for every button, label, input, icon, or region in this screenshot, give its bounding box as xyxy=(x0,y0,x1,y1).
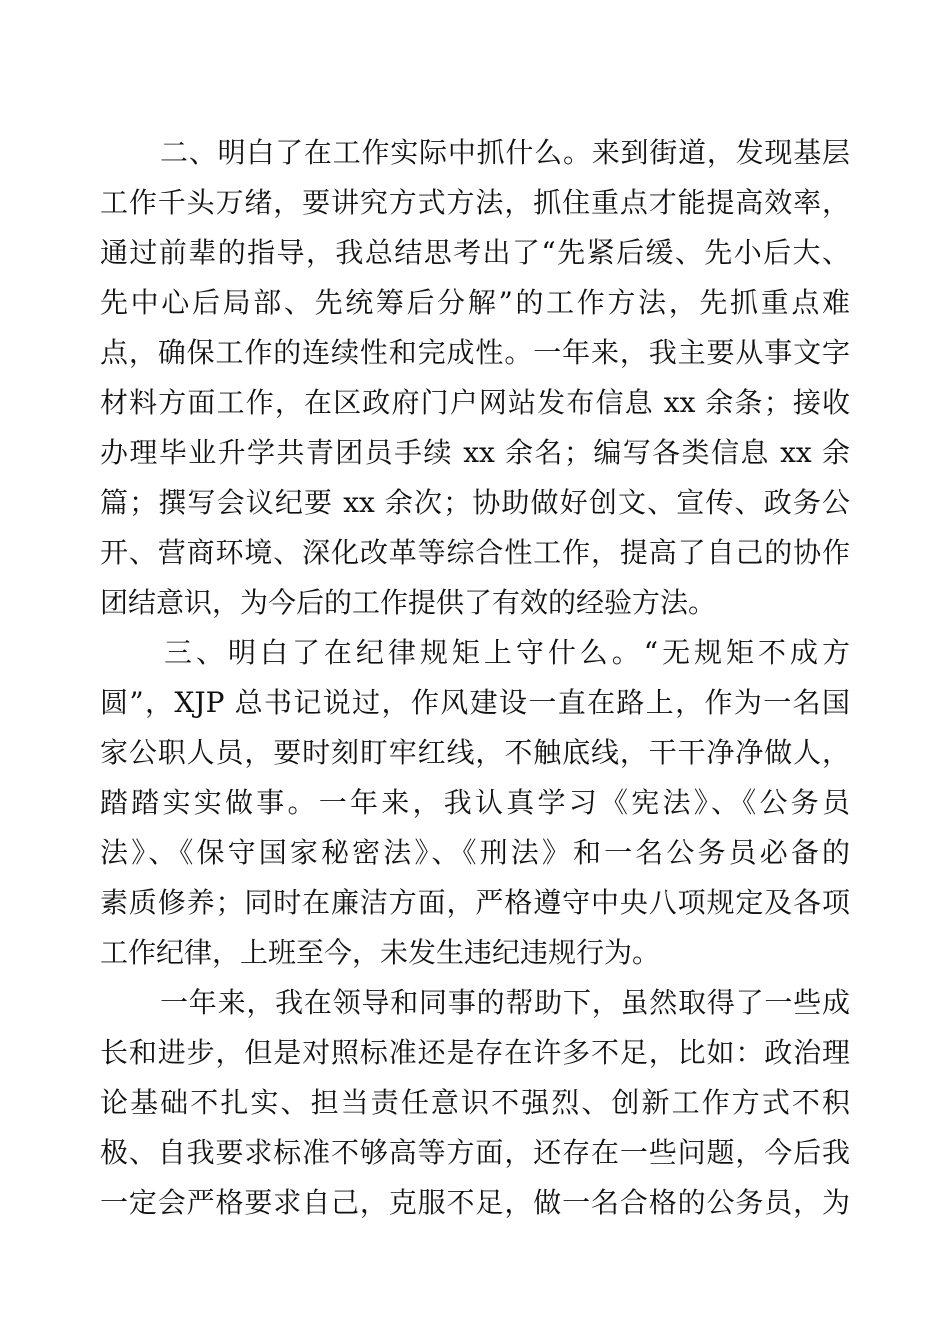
paragraph-2-line-7: 工作纪律，上班至今，未发生违纪违规行为。 xyxy=(100,936,661,969)
paragraph-1-line-5: 点，确保工作的连续性和完成性。一年来，我主要从事文字 xyxy=(100,336,850,369)
paragraph-1-line-8: 篇；撰写会议纪要 xx 余次；协助做好创文、宣传、政务公 xyxy=(100,486,850,519)
paragraph-3-line-1: 一年来，我在领导和同事的帮助下，虽然取得了一些成 xyxy=(160,986,850,1019)
paragraph-2-line-6: 素质修养；同时在廉洁方面，严格遵守中央八项规定及各项 xyxy=(100,886,850,919)
paragraph-1-line-3: 通过前辈的指导，我总结思考出了“先紧后缓、先小后大、 xyxy=(100,236,850,269)
paragraph-2-line-3: 家公职人员，要时刻盯牢红线，不触底线，干干净净做人， xyxy=(100,736,850,769)
paragraph-1-line-6: 材料方面工作，在区政府门户网站发布信息 xx 余条；接收 xyxy=(100,386,850,419)
paragraph-1-line-1: 二、明白了在工作实际中抓什么。来到街道，发现基层 xyxy=(160,136,850,169)
paragraph-2-line-2: 圆”，XJP 总书记说过，作风建设一直在路上，作为一名国 xyxy=(100,686,850,719)
paragraph-1-line-10: 团结意识，为今后的工作提供了有效的经验方法。 xyxy=(100,586,717,619)
paragraph-1-line-7: 办理毕业升学共青团员手续 xx 余名；编写各类信息 xx 余 xyxy=(100,436,850,469)
paragraph-1-line-9: 开、营商环境、深化改革等综合性工作，提高了自己的协作 xyxy=(100,536,850,569)
paragraph-1-line-2: 工作千头万绪，要讲究方式方法，抓住重点才能提高效率， xyxy=(100,186,850,219)
paragraph-1-line-4: 先中心后局部、先统筹后分解”的工作方法，先抓重点难 xyxy=(100,286,850,319)
paragraph-2-line-5: 法》、《保守国家秘密法》、《刑法》和一名公务员必备的 xyxy=(100,836,850,869)
paragraph-3-line-2: 长和进步，但是对照标准还是存在许多不足，比如：政治理 xyxy=(100,1036,850,1069)
paragraph-3-line-5: 一定会严格要求自己，克服不足，做一名合格的公务员，为 xyxy=(100,1186,850,1219)
paragraph-2-line-4: 踏踏实实做事。一年来，我认真学习《宪法》、《公务员 xyxy=(100,786,850,819)
paragraph-3-line-4: 极、自我要求标准不够高等方面，还存在一些问题，今后我 xyxy=(100,1136,850,1169)
paragraph-2-line-1: 三、明白了在纪律规矩上守什么。“无规矩不成方 xyxy=(164,636,850,669)
paragraph-3-line-3: 论基础不扎实、担当责任意识不强烈、创新工作方式不积 xyxy=(100,1086,850,1119)
